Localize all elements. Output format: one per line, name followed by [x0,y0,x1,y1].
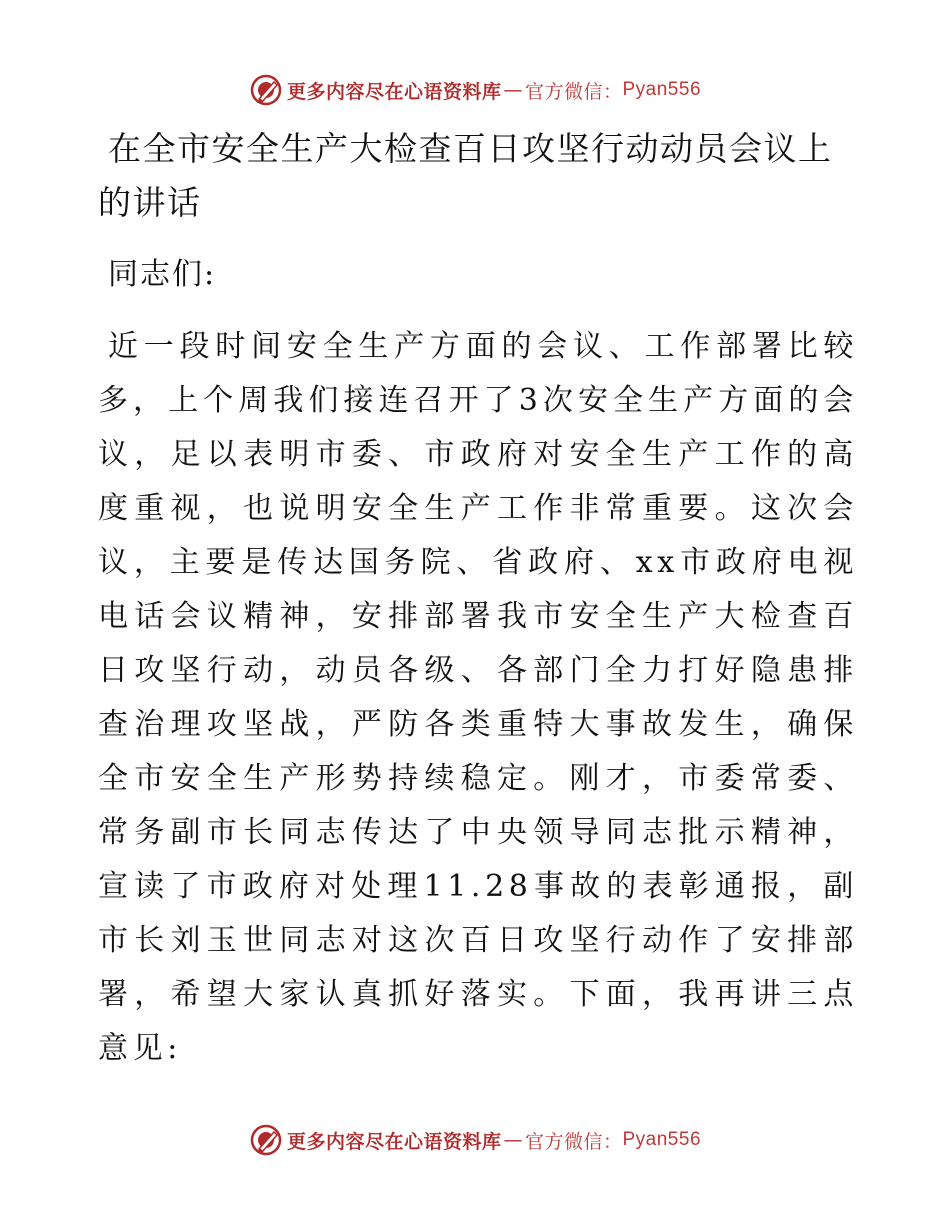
watermark-account: Pyan556 [622,79,702,100]
watermark-brand: 更多内容尽在心语资料库 [286,1130,502,1153]
document-title: 在全市安全生产大检查百日攻坚行动动员会议上的讲话 [98,129,833,222]
watermark-footer [0,1118,950,1162]
pen-logo-icon [249,73,283,107]
watermark-brand: 更多内容尽在心语资料库 [286,80,502,103]
watermark-account: Pyan556 [622,1129,702,1150]
watermark-label: 官方微信： [524,80,623,103]
salutation: 同志们: [108,257,217,292]
watermark-dash: — [503,79,523,101]
document-body [98,122,858,1076]
pen-logo-icon [249,1123,283,1157]
watermark-label: 官方微信： [524,1130,623,1153]
watermark-dash: — [503,1129,523,1151]
body-paragraph: 近一段时间安全生产方面的会议、工作部署比较多，上个周我们接连召开了3次安全生产方面的会议，足以表明市委、市政府对安全生产工作的高度重视，也说明安全生产工作非常重要。这次会议，主要是传达国务院、省政府、xx市政府电视电话会议精神，安排部署我市安全生产大检查百日攻坚行动，动员各级、各部门全力打好隐患排查治理攻坚战，严防各类重特大事故发生，确保全市安全生产形势持续稳定。刚才，市委常委、常务副市长同志传达了中央领导同志批示精神，宣读了市政府对处理11.28事故的表彰通报，副市长刘玉世同志对这次百日攻坚行动作了安排部署，希望大家认真抓好落实。下面，我再讲三点意见: [98,329,858,1066]
watermark-header [0,68,950,112]
